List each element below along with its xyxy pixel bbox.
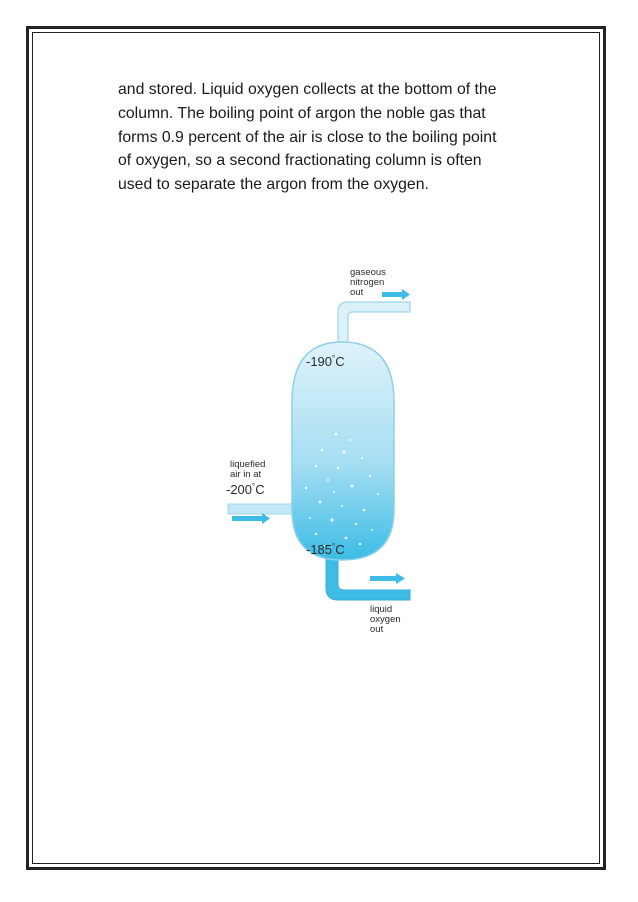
- air-inlet-pipe: [228, 504, 298, 514]
- fractionating-column-diagram: [220, 262, 420, 652]
- body-paragraph: [118, 78, 568, 197]
- top-temperature-unit: C: [335, 354, 345, 369]
- inlet-label-1: liquefied: [230, 459, 266, 470]
- bottom-temperature-value: -185: [306, 542, 333, 557]
- bottom-temperature: [306, 542, 345, 557]
- nitrogen-arrow: [382, 289, 410, 300]
- oxygen-label-2: oxygen: [370, 614, 401, 625]
- nitrogen-label-2: nitrogen: [350, 277, 385, 288]
- oxygen-label-1: liquid: [370, 604, 393, 615]
- nitrogen-label-3: out: [350, 287, 364, 298]
- top-temperature-degree: °: [332, 354, 336, 363]
- inlet-temperature-degree: °: [252, 482, 256, 491]
- bottom-temperature-degree: °: [332, 542, 336, 551]
- oxygen-arrow: [370, 573, 405, 584]
- paragraph-line: of oxygen, so a second fractionating column is often: [118, 152, 482, 170]
- inlet-temperature: [226, 482, 265, 497]
- inlet-temperature-value: -200: [226, 482, 253, 497]
- oxygen-label-3: out: [370, 624, 384, 635]
- paragraph-line: used to separate the argon from the oxygen.: [118, 176, 429, 194]
- nitrogen-outlet-pipe: [338, 302, 410, 347]
- bottom-temperature-unit: C: [335, 542, 345, 557]
- inlet-arrow: [232, 513, 270, 524]
- paragraph-line: forms 0.9 percent of the air is close to the boiling point: [118, 128, 497, 146]
- inlet-label-2: air in at: [230, 469, 262, 480]
- paragraph-line: and stored. Liquid oxygen collects at the bottom of the: [118, 81, 497, 98]
- inlet-temperature-unit: C: [255, 482, 265, 497]
- top-temperature: [306, 354, 345, 369]
- paragraph-line: column. The boiling point of argon the noble gas that: [118, 104, 486, 122]
- nitrogen-label-1: gaseous: [350, 267, 386, 278]
- top-temperature-value: -190: [306, 354, 333, 369]
